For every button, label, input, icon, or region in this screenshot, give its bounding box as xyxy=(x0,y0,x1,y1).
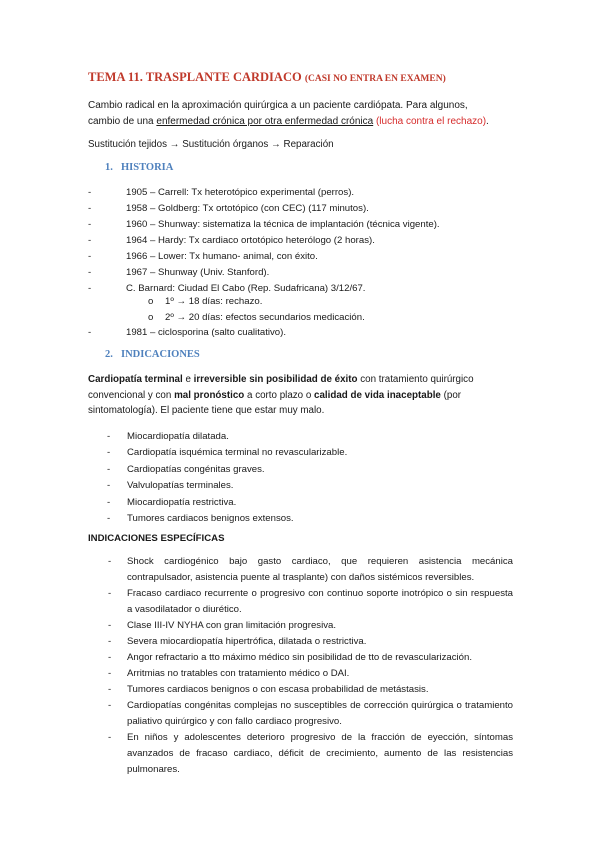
list-item: - Valvulopatías terminales. xyxy=(107,478,347,494)
list-item: - En niños y adolescentes deterioro progresivo de la fracción de eyección, síntomas avanzados de fracaso cardiaco, déficit de crecimiento, aumento de las resistencias pulmonares. xyxy=(108,730,513,778)
historia-list xyxy=(88,185,440,297)
list-item: - Fracaso cardiaco recurrente o progresivo con continuo soporte inotrópico o sin respuesta a vasodilatador o diurético. xyxy=(108,586,513,618)
list-item: - Severa miocardiopatía hipertrófica, dilatada o restrictiva. xyxy=(108,634,513,650)
indicaciones-paragraph: Cardiopatía terminal e irreversible sin posibilidad de éxito con tratamiento quirúrgico convencional y con mal pronóstico a corto plazo o calidad de vida inaceptable (por sintomatología). El paciente tiene que estar muy malo. xyxy=(88,374,474,416)
sub-list-item: o 2º → 20 días: efectos secundarios medicación. xyxy=(148,310,365,326)
especificas-list xyxy=(108,554,513,778)
list-item: - Cardiopatías congénitas complejas no susceptibles de corrección quirúrgica o tratamiento paliativo quirúrgico y con fallo cardiaco progresivo. xyxy=(108,698,513,730)
historia-list-end xyxy=(88,325,286,341)
list-item: - Arritmias no tratables con tratamiento médico o DAI. xyxy=(108,666,513,682)
list-item: - 1960 – Shunway: sistematiza la técnica de implantación (técnica vigente). xyxy=(88,217,440,233)
list-item: - 1958 – Goldberg: Tx ortotópico (con CEC) (117 minutos). xyxy=(88,201,440,217)
list-item: - Angor refractario a tto máximo médico sin posibilidad de tto de revascularización. xyxy=(108,650,513,666)
title-main: TEMA 11. TRASPLANTE CARDIACO xyxy=(88,70,302,84)
flow-line: Sustitución tejidos → Sustitución órganos → Reparación xyxy=(88,139,334,150)
section-especificas-heading: INDICACIONES ESPECÍFICAS xyxy=(88,533,225,544)
intro-red-note: (lucha contra el rechazo) xyxy=(375,115,487,127)
page-title xyxy=(88,70,446,85)
list-item: - Shock cardiogénico bajo gasto cardiaco, que requieren asistencia mecánica contrapulsador, asistencia puente al trasplante) con daños sistémicos reversibles. xyxy=(108,554,513,586)
intro-paragraph xyxy=(88,98,508,129)
indicaciones-list xyxy=(107,429,347,527)
list-item: - Tumores cardiacos benignos o con escasa probabilidad de metástasis. xyxy=(108,682,513,698)
list-item: - 1966 – Lower: Tx humano- animal, con éxito. xyxy=(88,249,440,265)
intro-line-2: cambio de una enfermedad crónica por otra enfermedad crónica (lucha contra el rechazo). xyxy=(88,115,489,127)
section-historia-heading: 1. HISTORIA xyxy=(105,162,174,173)
section-indicaciones-heading: 2. INDICACIONES xyxy=(105,349,200,360)
list-item: - 1981 – ciclosporina (salto cualitativo). xyxy=(88,325,286,341)
list-item: - C. Barnard: Ciudad El Cabo (Rep. Sudafricana) 3/12/67. xyxy=(88,281,440,297)
list-item: - 1905 – Carrell: Tx heterotópico experimental (perros). xyxy=(88,185,440,201)
historia-sub-list xyxy=(148,294,365,326)
list-item: - Miocardiopatía dilatada. xyxy=(107,429,347,445)
list-item: - Cardiopatía isquémica terminal no revascularizable. xyxy=(107,445,347,461)
intro-underlined: enfermedad crónica por otra enfermedad crónica xyxy=(156,115,374,127)
intro-line-1: Cambio radical en la aproximación quirúrgica a un paciente cardiópata. Para algunos, xyxy=(88,100,468,111)
list-item: - 1964 – Hardy: Tx cardiaco ortotópico heterólogo (2 horas). xyxy=(88,233,440,249)
list-item: - Cardiopatías congénitas graves. xyxy=(107,462,347,478)
list-item: - Miocardiopatía restrictiva. xyxy=(107,495,347,511)
list-item: - Tumores cardiacos benignos extensos. xyxy=(107,511,347,527)
sub-list-item: o 1º → 18 días: rechazo. xyxy=(148,294,365,310)
list-item: - Clase III-IV NYHA con gran limitación progresiva. xyxy=(108,618,513,634)
list-item: - 1967 – Shunway (Univ. Stanford). xyxy=(88,265,440,281)
title-note: (CASI NO ENTRA EN EXAMEN) xyxy=(304,74,446,84)
